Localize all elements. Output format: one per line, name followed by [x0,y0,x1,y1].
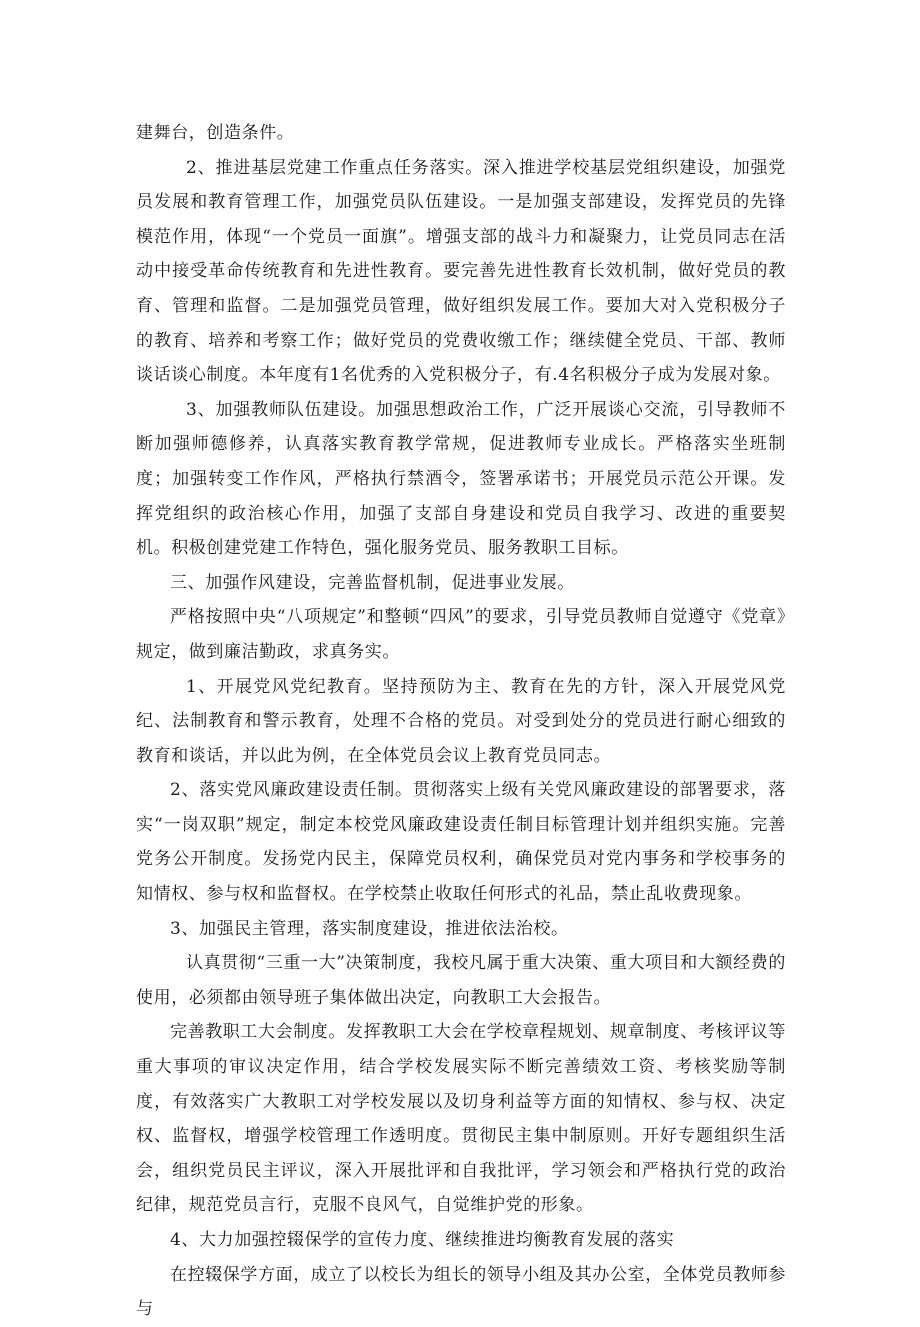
paragraph-6: 1、开展党风党纪教育。坚持预防为主、教育在先的方针，深入开展党风党纪、法制教育和警示教育，处理不合格的党员。对受到处分的党员进行耐心细致的教育和谈话，并以此为例，在全体党员会议上教育党员同志。 [136,676,786,766]
paragraph-5: 严格按照中央“八项规定”和整顿“四风”的要求，引导党员教师自觉遵守《党章》规定，做到廉洁勤政，求真务实。 [136,607,786,662]
paragraph-3: 3、加强教师队伍建设。加强思想政治工作，广泛开展谈心交流，引导教师不断加强师德修养，认真落实教育教学常规，促进教师专业成长。严格落实坐班制度；加强转变工作作风，严格执行禁酒令，签署承诺书；开展党员示范公开课。发挥党组织的政治核心作用，加强了支部自身建设和党员自我学习、改进的重要契机。积极创建党建工作特色，强化服务党员、服务教职工目标。 [136,399,786,559]
paragraph-7: 2、落实党风廉政建设责任制。贯彻落实上级有关党风廉政建设的部署要求，落实“一岗双职”规定，制定本校党风廉政建设责任制目标管理计划并组织实施。完善党务公开制度。发扬党内民主，保障党员权利，确保党员对党内事务和学校事务的知情权、参与权和监督权。在学校禁止收取任何形式的礼品，禁止乱收费现象。 [136,780,786,905]
paragraph-12: 在控辍保学方面，成立了以校长为组长的领导小组及其办公室，全体党员教师参与 [136,1264,786,1320]
paragraph-9: 认真贯彻“三重一大”决策制度，我校凡属于重大决策、重大项目和大额经费的使用，必须都由领导班子集体做出决定，向教职工大会报告。 [136,953,786,1008]
paragraph-8: 3、加强民主管理，落实制度建设，推进依法治校。 [170,918,569,939]
paragraph-11: 4、大力加强控辍保学的宣传力度、继续推进均衡教育发展的落实 [170,1230,675,1250]
paragraph-10: 完善教职工大会制度。发挥教职工大会在学校章程规划、规章制度、考核评议等重大事项的审议决定作用，结合学校发展实际不断完善绩效工资、考核奖励等制度，有效落实广大教职工对学校发展以及切身利益等方面的知情权、参与权、决定权、监督权，增强学校管理工作透明度。贯彻民主集中制原则。开好专题组织生活会，组织党员民主评议，深入开展批评和自我批评，学习领会和严格执行党的政治纪律，规范党员言行，克服不良风气，自觉维护党的形象。 [136,1022,786,1216]
document-body [136,116,786,1327]
paragraph-1: 建舞台，创造条件。 [136,123,295,143]
paragraph-2: 2、推进基层党建工作重点任务落实。深入推进学校基层党组织建设，加强党员发展和教育管理工作，加强党员队伍建设。一是加强支部建设，发挥党员的先锋模范作用，体现“一个党员一面旗”。增强支部的战斗力和凝聚力，让党员同志在活动中接受革命传统教育和先进性教育。要完善先进性教育长效机制，做好党员的教育、管理和监督。二是加强党员管理，做好组织发展工作。要加大对入党积极分子的教育、培养和考察工作；做好党员的党费收缴工作；继续健全党员、干部、教师谈话谈心制度。本年度有1名优秀的入党积极分子，有.4名积极分子成为发展对象。 [136,157,786,386]
paragraph-4: 三、加强作风建设，完善监督机制，促进事业发展。 [170,572,575,593]
